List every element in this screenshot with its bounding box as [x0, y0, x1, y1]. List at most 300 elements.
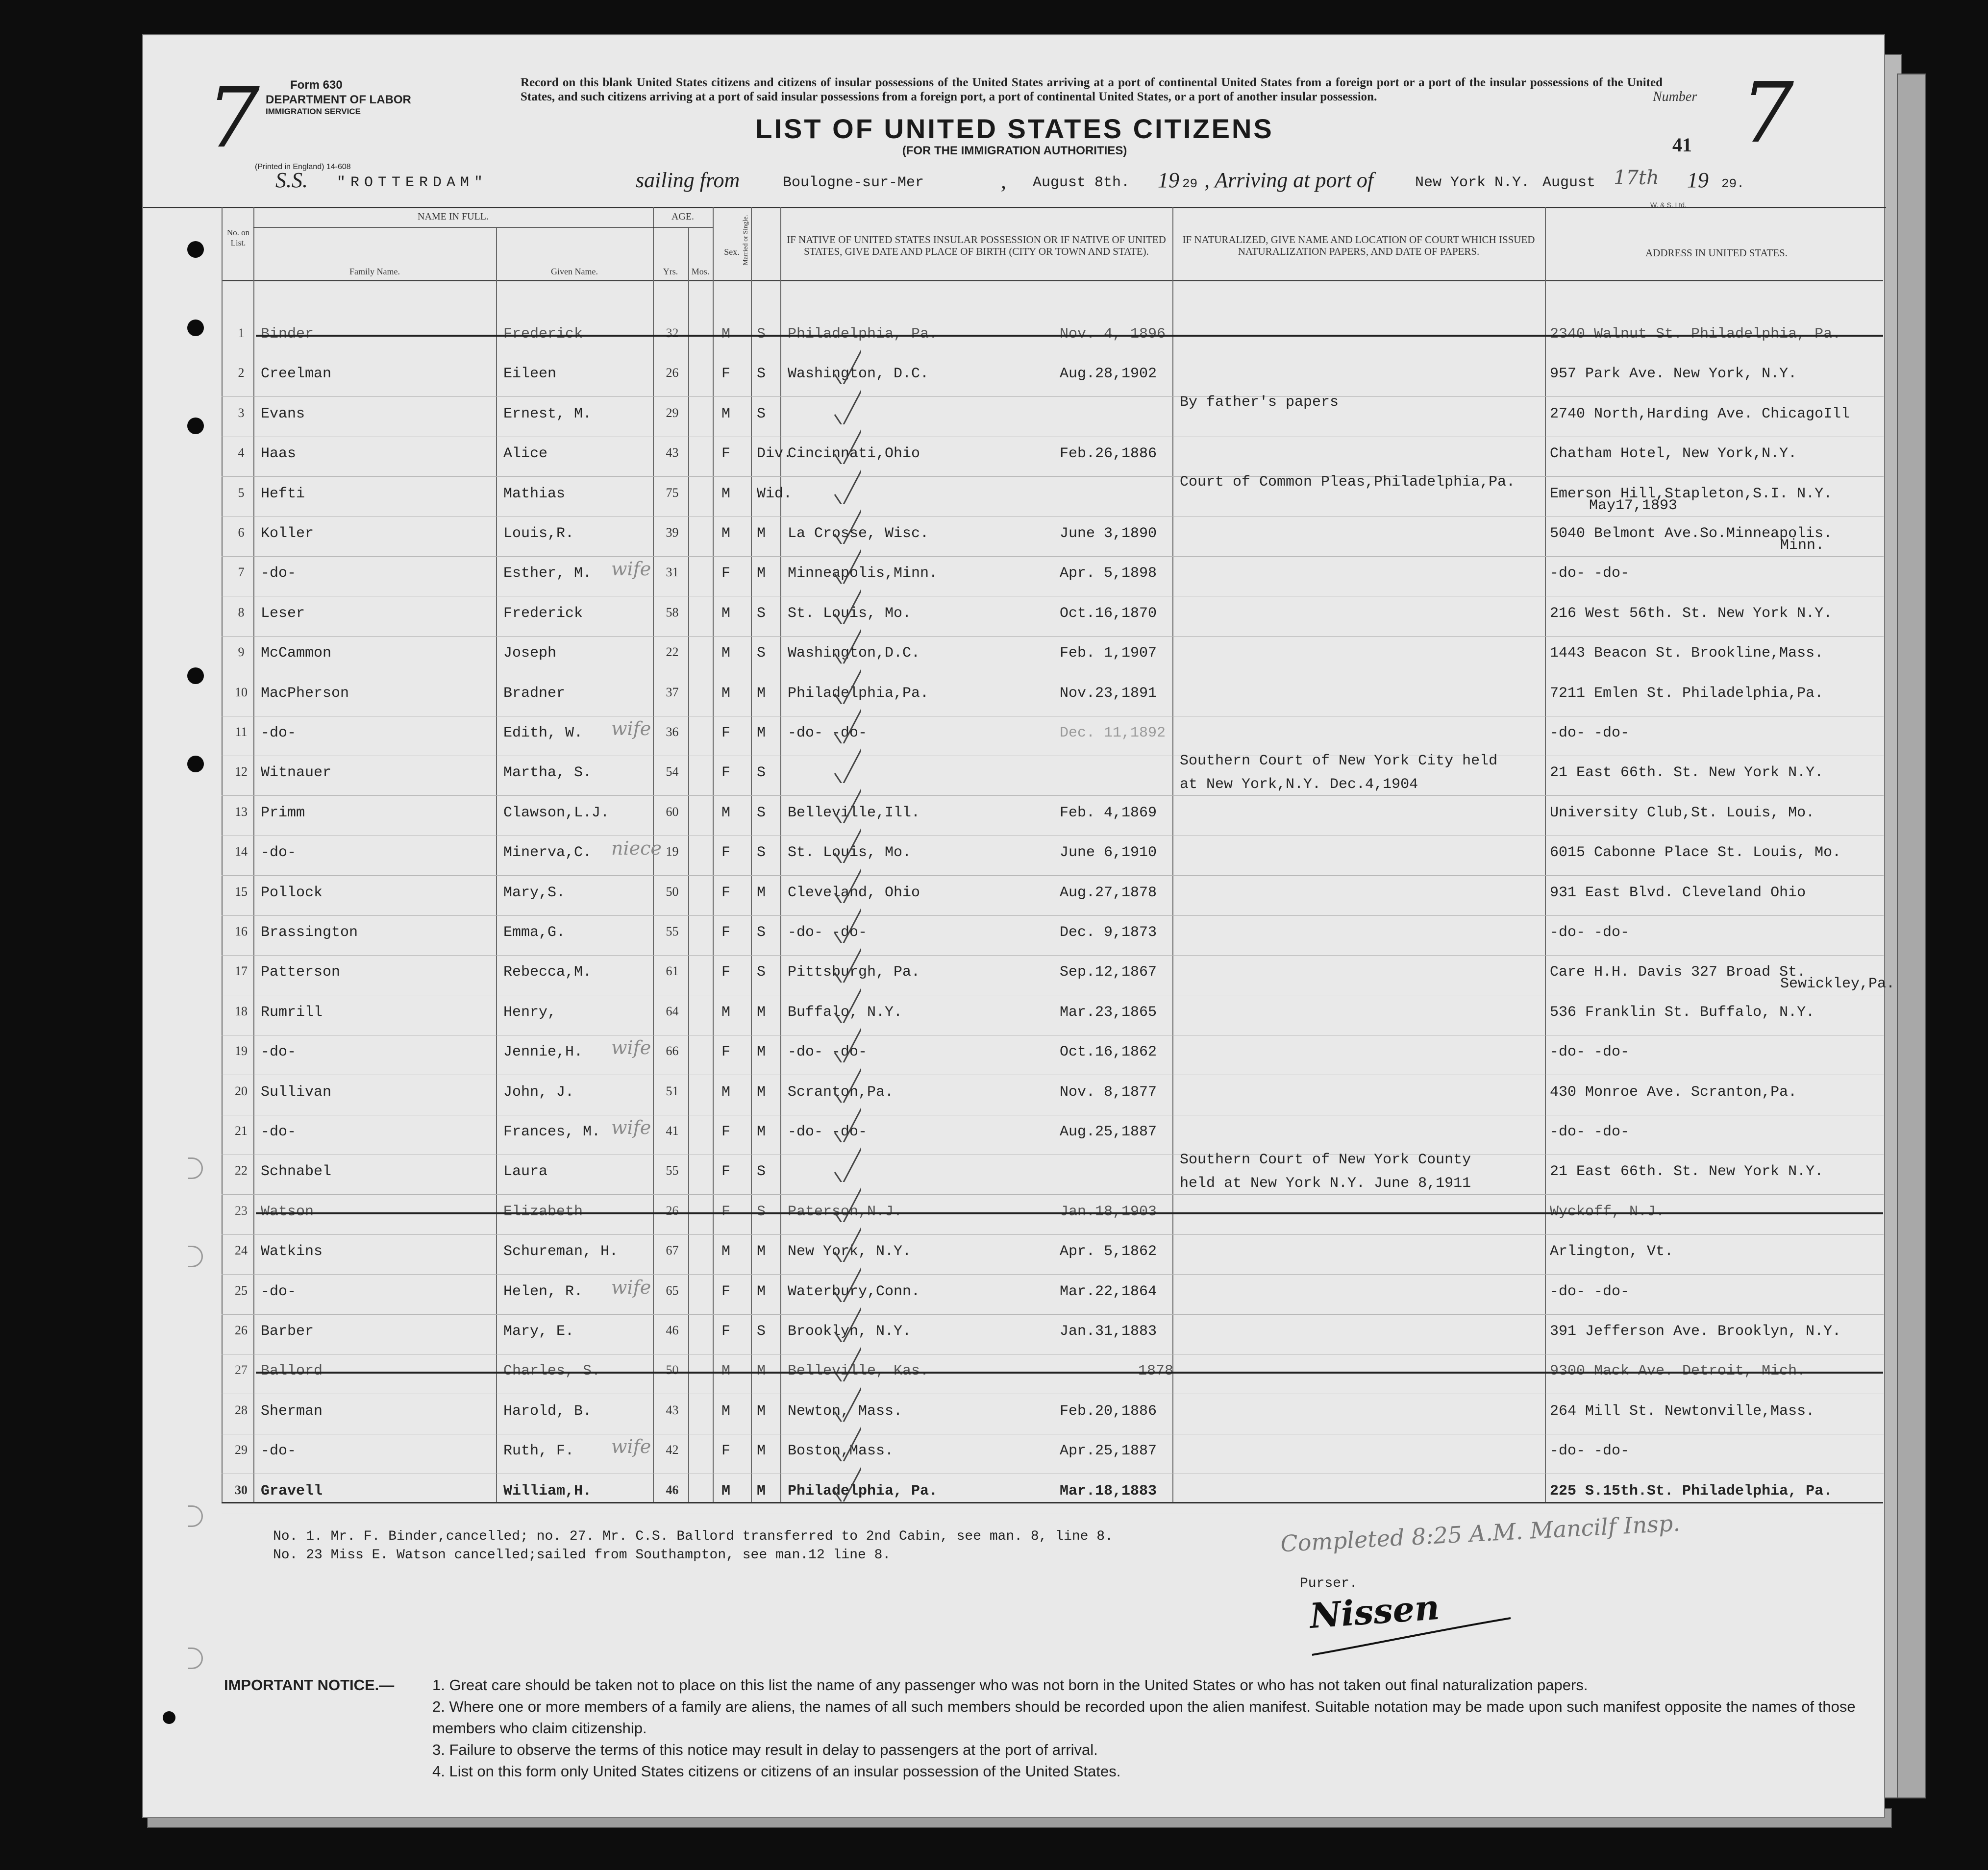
- cell-relationship-note: wife: [611, 558, 651, 580]
- cell-age: 46: [666, 1323, 679, 1337]
- cell-date: June 3,1890: [1060, 525, 1157, 542]
- ship-prefix: S.S.: [275, 168, 308, 192]
- cell-no: 11: [235, 725, 248, 739]
- cell-addr1: -do- -do-: [1550, 1283, 1630, 1300]
- cell-age: 41: [666, 1124, 679, 1138]
- cell-place: Washington,D.C.: [788, 645, 920, 662]
- cell-date: Nov. 4, 1896: [1060, 326, 1166, 343]
- cell-given: Bradner: [503, 685, 566, 702]
- cell-addr1: -do- -do-: [1550, 924, 1630, 941]
- table-row: [143, 394, 1886, 437]
- cell-ms: M: [757, 1243, 766, 1260]
- cell-ms: Wid.: [757, 485, 793, 502]
- cell-ms: M: [757, 1283, 766, 1300]
- cell-sex: M: [721, 485, 731, 502]
- check-mark-icon: [832, 1063, 861, 1103]
- cell-relationship-note: wife: [611, 1037, 651, 1059]
- cell-family: Witnauer: [261, 764, 332, 782]
- cell-family: Watkins: [261, 1243, 323, 1260]
- cell-given: Mathias: [503, 485, 566, 502]
- cell-no: 21: [235, 1124, 248, 1138]
- arrival-day: 17th: [1614, 167, 1659, 189]
- cell-sex: M: [721, 525, 731, 542]
- col-header-birth: IF NATIVE OF UNITED STATES INSULAR POSSESSION OR IF NATIVE OF UNITED STATES, GIVE DATE AND PLACE OF BIRTH (CITY OR TOWN AND STATE).: [787, 234, 1166, 257]
- table-row: [143, 1474, 1886, 1514]
- cell-date: Apr. 5,1862: [1060, 1243, 1157, 1260]
- cell-given: Schureman, H.: [503, 1243, 619, 1260]
- table-row: [143, 357, 1886, 397]
- cell-addr1: Emerson Hill,Stapleton,S.I. N.Y.: [1550, 485, 1833, 502]
- check-mark-icon: [832, 904, 861, 943]
- col-header-no: No. on List.: [226, 228, 250, 247]
- cell-place: New York, N.Y.: [788, 1243, 912, 1260]
- cell-ms: S: [757, 804, 766, 821]
- cell-given: Ernest, M.: [503, 405, 592, 422]
- cell-age: 39: [666, 525, 679, 540]
- cell-place: -do- -do-: [788, 924, 868, 941]
- page-title: LIST OF UNITED STATES CITIZENS: [755, 113, 1274, 144]
- table-row: [143, 596, 1886, 637]
- cell-given: Ruth, F.: [503, 1443, 574, 1460]
- cell-ms: S: [757, 844, 766, 861]
- cell-sex: M: [721, 804, 731, 821]
- cell-place: Belleville, Kas.: [788, 1363, 929, 1380]
- cell-place: Paterson,N.J.: [788, 1203, 903, 1220]
- col-header-family: Family Name.: [349, 267, 400, 276]
- cell-sex: F: [721, 445, 731, 463]
- cell-no: 1: [238, 326, 245, 340]
- check-mark-icon: [832, 1023, 861, 1062]
- arrival-year-prefix: 19: [1687, 168, 1709, 192]
- cell-sex: M: [721, 685, 731, 702]
- cell-relationship-note: wife: [611, 1117, 651, 1138]
- cell-no: 13: [235, 804, 248, 819]
- table-row: [143, 955, 1895, 995]
- cell-ms: S: [757, 1323, 766, 1340]
- cell-no: 7: [238, 565, 245, 580]
- cell-given: Joseph: [503, 645, 557, 662]
- cell-given: Minerva,C.: [503, 844, 592, 861]
- cell-sex: F: [721, 1203, 731, 1220]
- cell-ms: S: [757, 1163, 766, 1181]
- cell-age: 43: [666, 445, 679, 460]
- table-row: [143, 1275, 1886, 1315]
- cell-sex: F: [721, 844, 731, 861]
- cell-family: -do-: [261, 1124, 297, 1140]
- cell-addr1: 9300 Mack Ave. Detroit, Mich.: [1550, 1363, 1806, 1380]
- cell-place: -do- -do-: [788, 1124, 868, 1140]
- cell-addr2: Sewickley,Pa.: [1780, 976, 1895, 993]
- cell-nat2: at New York,N.Y. Dec.4,1904: [1180, 776, 1418, 793]
- table-row: [143, 676, 1886, 716]
- cell-place: Philadelphia,Pa.: [788, 685, 929, 702]
- cell-ms: S: [757, 326, 766, 343]
- footer-note-2: No. 23 Miss E. Watson cancelled;sailed from Southampton, see man.12 line 8.: [273, 1548, 891, 1563]
- cell-addr1: 7211 Emlen St. Philadelphia,Pa.: [1550, 685, 1824, 702]
- cell-date: Feb. 1,1907: [1060, 645, 1157, 662]
- cell-sex: F: [721, 1124, 731, 1140]
- cell-no: 10: [235, 685, 248, 699]
- col-header-mos: Mos.: [691, 267, 710, 276]
- cell-given: Louis,R.: [503, 525, 574, 542]
- cell-age: 61: [666, 964, 679, 979]
- cell-no: 27: [235, 1363, 248, 1378]
- cell-given: Henry,: [503, 1004, 557, 1021]
- cell-addr1: 430 Monroe Ave. Scranton,Pa.: [1550, 1083, 1797, 1101]
- cell-sex: F: [721, 884, 731, 901]
- cell-no: 14: [235, 844, 248, 859]
- cell-date: Nov. 8,1877: [1060, 1083, 1157, 1101]
- cell-date: Mar.18,1883: [1060, 1482, 1157, 1500]
- cell-family: Binder: [261, 326, 314, 343]
- cell-no: 2: [238, 366, 245, 380]
- purser-signature: Nissen: [1308, 1586, 1441, 1637]
- cell-no: 30: [235, 1482, 248, 1497]
- table-row: [143, 636, 1886, 676]
- cell-place: Buffalo, N.Y.: [788, 1004, 903, 1021]
- cell-sex: M: [721, 1004, 731, 1021]
- cell-family: Watson: [261, 1203, 314, 1220]
- cell-age: 64: [666, 1004, 679, 1018]
- table-top-rule: [143, 207, 1886, 208]
- cell-given: Mary,S.: [503, 884, 566, 901]
- cell-date: Dec. 9,1873: [1060, 924, 1157, 941]
- cell-no: 17: [235, 964, 248, 979]
- cell-age: 58: [666, 605, 679, 619]
- cell-place: Philadelphia, Pa.: [788, 1482, 938, 1500]
- cell-sex: F: [721, 964, 731, 981]
- cell-date: Apr. 5,1898: [1060, 565, 1157, 582]
- check-mark-icon: [832, 984, 861, 1023]
- cell-nat1: By father's papers: [1180, 394, 1339, 411]
- cell-ms: S: [757, 405, 766, 422]
- purser-label: Purser.: [1300, 1576, 1358, 1591]
- sheet-number-left: 7: [207, 70, 260, 167]
- check-mark-icon: [832, 1462, 861, 1501]
- cell-ms: M: [757, 725, 766, 741]
- cell-no: 19: [235, 1044, 248, 1058]
- cell-nat2: May17,1893: [1589, 497, 1678, 514]
- cell-addr1: 264 Mill St. Newtonville,Mass.: [1550, 1402, 1815, 1420]
- table-row: [143, 317, 1886, 357]
- cell-no: 18: [235, 1004, 248, 1018]
- cell-ms: M: [757, 1363, 766, 1380]
- cell-age: 19: [666, 844, 679, 859]
- cell-family: -do-: [261, 565, 297, 582]
- page-subtitle: (FOR THE IMMIGRATION AUTHORITIES): [902, 144, 1127, 157]
- cell-addr1: Chatham Hotel, New York,N.Y.: [1550, 445, 1797, 463]
- cell-age: 55: [666, 1163, 679, 1178]
- table-row: [143, 753, 1886, 796]
- cell-no: 22: [235, 1163, 248, 1178]
- cell-ms: M: [757, 1402, 766, 1420]
- header-bottom-rule: [222, 280, 1883, 281]
- strikethrough-line: [256, 335, 1883, 337]
- cell-no: 5: [238, 485, 245, 500]
- cell-ms: M: [757, 1482, 766, 1500]
- cell-given: Alice: [503, 445, 548, 463]
- sheet-number-right: 7: [1741, 65, 1794, 162]
- cell-sex: M: [721, 645, 731, 662]
- cell-given: William,H.: [503, 1482, 592, 1500]
- cell-sex: M: [721, 405, 731, 422]
- cell-family: -do-: [261, 1283, 297, 1300]
- cell-relationship-note: wife: [611, 1276, 651, 1298]
- cell-family: Haas: [261, 445, 297, 463]
- cell-addr1: Arlington, Vt.: [1550, 1243, 1674, 1260]
- cell-addr1: 957 Park Ave. New York, N.Y.: [1550, 366, 1797, 383]
- notice-heading: IMPORTANT NOTICE.—: [224, 1676, 395, 1694]
- cell-place: St. Louis, Mo.: [788, 844, 912, 861]
- cell-date: 1878: [1138, 1363, 1174, 1380]
- cell-ms: S: [757, 645, 766, 662]
- cell-sex: F: [721, 924, 731, 941]
- cell-age: 54: [666, 764, 679, 779]
- cell-addr2: Minn.: [1780, 537, 1825, 554]
- cell-family: Sullivan: [261, 1083, 332, 1101]
- cell-place: Cleveland, Ohio: [788, 884, 920, 901]
- table-row: [143, 1075, 1886, 1115]
- cell-place: St. Louis, Mo.: [788, 605, 912, 622]
- cell-age: 26: [666, 366, 679, 380]
- cell-addr1: Care H.H. Davis 327 Broad St.: [1550, 964, 1806, 981]
- cell-given: Laura: [503, 1163, 548, 1181]
- cell-sex: M: [721, 326, 731, 343]
- check-mark-icon: [832, 1342, 861, 1381]
- table-row: [143, 1354, 1886, 1394]
- cell-ms: S: [757, 924, 766, 941]
- cell-given: Frances, M.: [503, 1124, 601, 1140]
- punch-hole: [163, 1711, 175, 1724]
- cell-addr1: -do- -do-: [1550, 725, 1630, 741]
- notice-item-2: 2. Where one or more members of a family are aliens, the names of all such members should be recorded upon the alien manifest. Suitable notation may be made upon such manifest opposite the names of those members who claim citizenship.: [432, 1698, 1856, 1737]
- cell-no: 24: [235, 1243, 248, 1258]
- cell-age: 55: [666, 924, 679, 938]
- table-row: [143, 1314, 1886, 1354]
- cell-age: 22: [666, 645, 679, 660]
- cell-family: -do-: [261, 844, 297, 861]
- number-label: Number: [1653, 89, 1697, 104]
- cell-no: 20: [235, 1083, 248, 1098]
- cell-sex: F: [721, 565, 731, 582]
- strikethrough-line: [256, 1212, 1883, 1214]
- cell-nat1: Southern Court of New York County: [1180, 1152, 1471, 1169]
- comma: ,: [1001, 169, 1006, 193]
- cell-no: 12: [235, 764, 248, 779]
- check-mark-icon: [832, 544, 861, 584]
- cell-place: Minneapolis,Minn.: [788, 565, 938, 582]
- cell-place: -do- -do-: [788, 1044, 868, 1061]
- cell-place: Waterbury,Conn.: [788, 1283, 920, 1300]
- cell-place: Brooklyn, N.Y.: [788, 1323, 912, 1340]
- cell-place: Cincinnati,Ohio: [788, 445, 920, 463]
- cell-family: McCammon: [261, 645, 332, 662]
- cell-ms: M: [757, 884, 766, 901]
- cell-date: Nov.23,1891: [1060, 685, 1157, 702]
- cell-age: 31: [666, 565, 679, 580]
- cell-family: Gravell: [261, 1482, 323, 1500]
- arrival-month: August: [1542, 174, 1596, 191]
- cell-no: 28: [235, 1402, 248, 1417]
- cell-sex: M: [721, 1083, 731, 1101]
- col-header-naturalized: IF NATURALIZED, GIVE NAME AND LOCATION OF COURT WHICH ISSUED NATURALIZATION PAPERS, AND DATE OF PAPERS.: [1182, 234, 1535, 257]
- cell-given: Harold, B.: [503, 1402, 592, 1420]
- name-subheader-rule: [253, 227, 653, 228]
- check-mark-icon: [832, 704, 861, 743]
- check-mark-icon: [832, 505, 861, 544]
- cell-ms: S: [757, 764, 766, 782]
- cell-age: 36: [666, 725, 679, 739]
- cell-date: Feb.26,1886: [1060, 445, 1157, 463]
- cell-age: 67: [666, 1243, 679, 1258]
- cell-family: -do-: [261, 1044, 297, 1061]
- cell-date: Mar.23,1865: [1060, 1004, 1157, 1021]
- cell-family: Leser: [261, 605, 305, 622]
- table-row: [143, 556, 1886, 596]
- cell-addr1: 391 Jefferson Ave. Brooklyn, N.Y.: [1550, 1323, 1841, 1340]
- col-header-address: ADDRESS IN UNITED STATES.: [1645, 247, 1788, 259]
- cell-given: Frederick: [503, 326, 583, 343]
- cell-place: La Crosse, Wisc.: [788, 525, 929, 542]
- cell-addr1: 1443 Beacon St. Brookline,Mass.: [1550, 645, 1824, 662]
- table-row: [143, 716, 1886, 756]
- table-row: [143, 796, 1886, 836]
- check-mark-icon: [832, 1143, 861, 1182]
- cell-family: MacPherson: [261, 685, 349, 702]
- cell-given: Charles, S.: [503, 1363, 601, 1380]
- table-row: [143, 1152, 1886, 1195]
- cell-sex: F: [721, 1163, 731, 1181]
- col-header-given: Given Name.: [551, 267, 598, 276]
- cell-family: Patterson: [261, 964, 341, 981]
- stacked-sheet-edge: [1897, 74, 1926, 1798]
- cell-date: Feb. 4,1869: [1060, 804, 1157, 821]
- cell-ms: M: [757, 685, 766, 702]
- cell-addr1: 2740 North,Harding Ave. ChicagoIll: [1550, 405, 1850, 422]
- cell-place: Belleville,Ill.: [788, 804, 920, 821]
- departure-date: August 8th.: [1033, 174, 1130, 191]
- cell-place: Pittsburgh, Pa.: [788, 964, 920, 981]
- cell-ms: M: [757, 1004, 766, 1021]
- check-mark-icon: [832, 1303, 861, 1342]
- table-row: [143, 1195, 1886, 1235]
- cell-ms: M: [757, 1443, 766, 1460]
- record-instructions: Record on this blank United States citizens and citizens of insular possessions of the United States arriving at a port of continental United States from a foreign port or a port of the insular possessions of the United States, and such citizens arriving at a port of said insular possessions from a foreign port, a port of continental United States, or a port of another insular possession.: [521, 76, 1663, 103]
- cell-given: Rebecca,M.: [503, 964, 592, 981]
- table-row: [143, 517, 1886, 557]
- check-mark-icon: [832, 744, 861, 783]
- cell-addr1: Wyckoff, N.J.: [1550, 1203, 1665, 1220]
- check-mark-icon: [832, 1223, 861, 1262]
- cell-nat1: Court of Common Pleas,Philadelphia,Pa.: [1180, 473, 1516, 491]
- cell-no: 15: [235, 884, 248, 899]
- table-row: [143, 473, 1886, 517]
- handwritten-completion-note: Completed 8:25 A.M. Mancilf Insp.: [1280, 1509, 1681, 1557]
- notice-item-1: 1. Great care should be taken not to place on this list the name of any passenger who was not born in the United States or who has not taken out final naturalization papers.: [432, 1676, 1588, 1694]
- cell-age: 29: [666, 405, 679, 420]
- check-mark-icon: [832, 624, 861, 664]
- cell-age: 26: [666, 1203, 679, 1218]
- cell-sex: F: [721, 1044, 731, 1061]
- cell-sex: F: [721, 366, 731, 383]
- cell-addr1: 21 East 66th. St. New York N.Y.: [1550, 764, 1824, 782]
- col-header-age: AGE.: [671, 211, 695, 222]
- table-row: [143, 915, 1886, 956]
- check-mark-icon: [832, 385, 861, 424]
- cell-family: Hefti: [261, 485, 305, 502]
- departure-year-suffix: 29: [1182, 176, 1198, 191]
- check-mark-icon: [832, 1103, 861, 1142]
- check-mark-icon: [832, 784, 861, 823]
- cell-sex: F: [721, 1443, 731, 1460]
- cell-date: Jan.18,1903: [1060, 1203, 1157, 1220]
- cell-given: Martha, S.: [503, 764, 592, 782]
- cell-family: -do-: [261, 1443, 297, 1460]
- cell-place: Scranton,Pa.: [788, 1083, 894, 1101]
- arriving-label: , Arriving at port of: [1204, 168, 1374, 192]
- cell-family: Sherman: [261, 1402, 323, 1420]
- cell-addr1: 5040 Belmont Ave.So.Minneapolis.: [1550, 525, 1833, 542]
- cell-ms: M: [757, 525, 766, 542]
- cell-given: Clawson,L.J.: [503, 804, 610, 821]
- cell-relationship-note: wife: [611, 718, 651, 739]
- department-label: DEPARTMENT OF LABOR: [266, 93, 411, 106]
- list-number: 41: [1672, 134, 1692, 156]
- check-mark-icon: [832, 1422, 861, 1461]
- col-header-name: NAME IN FULL.: [418, 211, 489, 222]
- table-row: [143, 836, 1886, 876]
- cell-age: 60: [666, 804, 679, 819]
- cell-given: John, J.: [503, 1083, 574, 1101]
- check-mark-icon: [832, 585, 861, 624]
- cell-date: Mar.22,1864: [1060, 1283, 1157, 1300]
- cell-family: Rumrill: [261, 1004, 323, 1021]
- cell-no: 25: [235, 1283, 248, 1298]
- cell-sex: F: [721, 725, 731, 741]
- manifest-sheet: [142, 34, 1895, 1818]
- table-row: [143, 995, 1886, 1035]
- cell-sex: F: [721, 1283, 731, 1300]
- cell-ms: S: [757, 605, 766, 622]
- cell-no: 9: [238, 645, 245, 660]
- notice-item-4: 4. List on this form only United States citizens or citizens of an insular possession of the United States.: [432, 1763, 1121, 1780]
- check-mark-icon: [832, 1183, 861, 1222]
- strikethrough-line: [256, 1372, 1883, 1374]
- footer-note-1: No. 1. Mr. F. Binder,cancelled; no. 27. Mr. C.S. Ballord transferred to 2nd Cabin, see man. 8, line 8.: [273, 1529, 1113, 1544]
- cell-age: 65: [666, 1283, 679, 1298]
- cell-addr1: 2340 Walnut St. Philadelphia, Pa.: [1550, 326, 1841, 343]
- cell-addr1: 6015 Cabonne Place St. Louis, Mo.: [1550, 844, 1841, 861]
- cell-family: Evans: [261, 405, 305, 422]
- service-label: IMMIGRATION SERVICE: [266, 107, 361, 116]
- cell-ms: M: [757, 1083, 766, 1101]
- table-row: [143, 1115, 1886, 1155]
- check-mark-icon: [832, 864, 861, 903]
- cell-age: 46: [666, 1482, 679, 1497]
- cell-no: 16: [235, 924, 248, 938]
- cell-ms: Div.: [757, 445, 793, 463]
- cell-sex: F: [721, 764, 731, 782]
- punch-hole: [188, 1648, 203, 1669]
- cell-ms: M: [757, 1044, 766, 1061]
- cell-age: 75: [666, 485, 679, 500]
- cell-family: -do-: [261, 725, 297, 741]
- check-mark-icon: [832, 943, 861, 983]
- cell-age: 43: [666, 1402, 679, 1417]
- cell-place: Washington, D.C.: [788, 366, 929, 383]
- arrival-year-suffix: 29.: [1721, 176, 1744, 191]
- cell-place: Philadelphia, Pa.: [788, 326, 938, 343]
